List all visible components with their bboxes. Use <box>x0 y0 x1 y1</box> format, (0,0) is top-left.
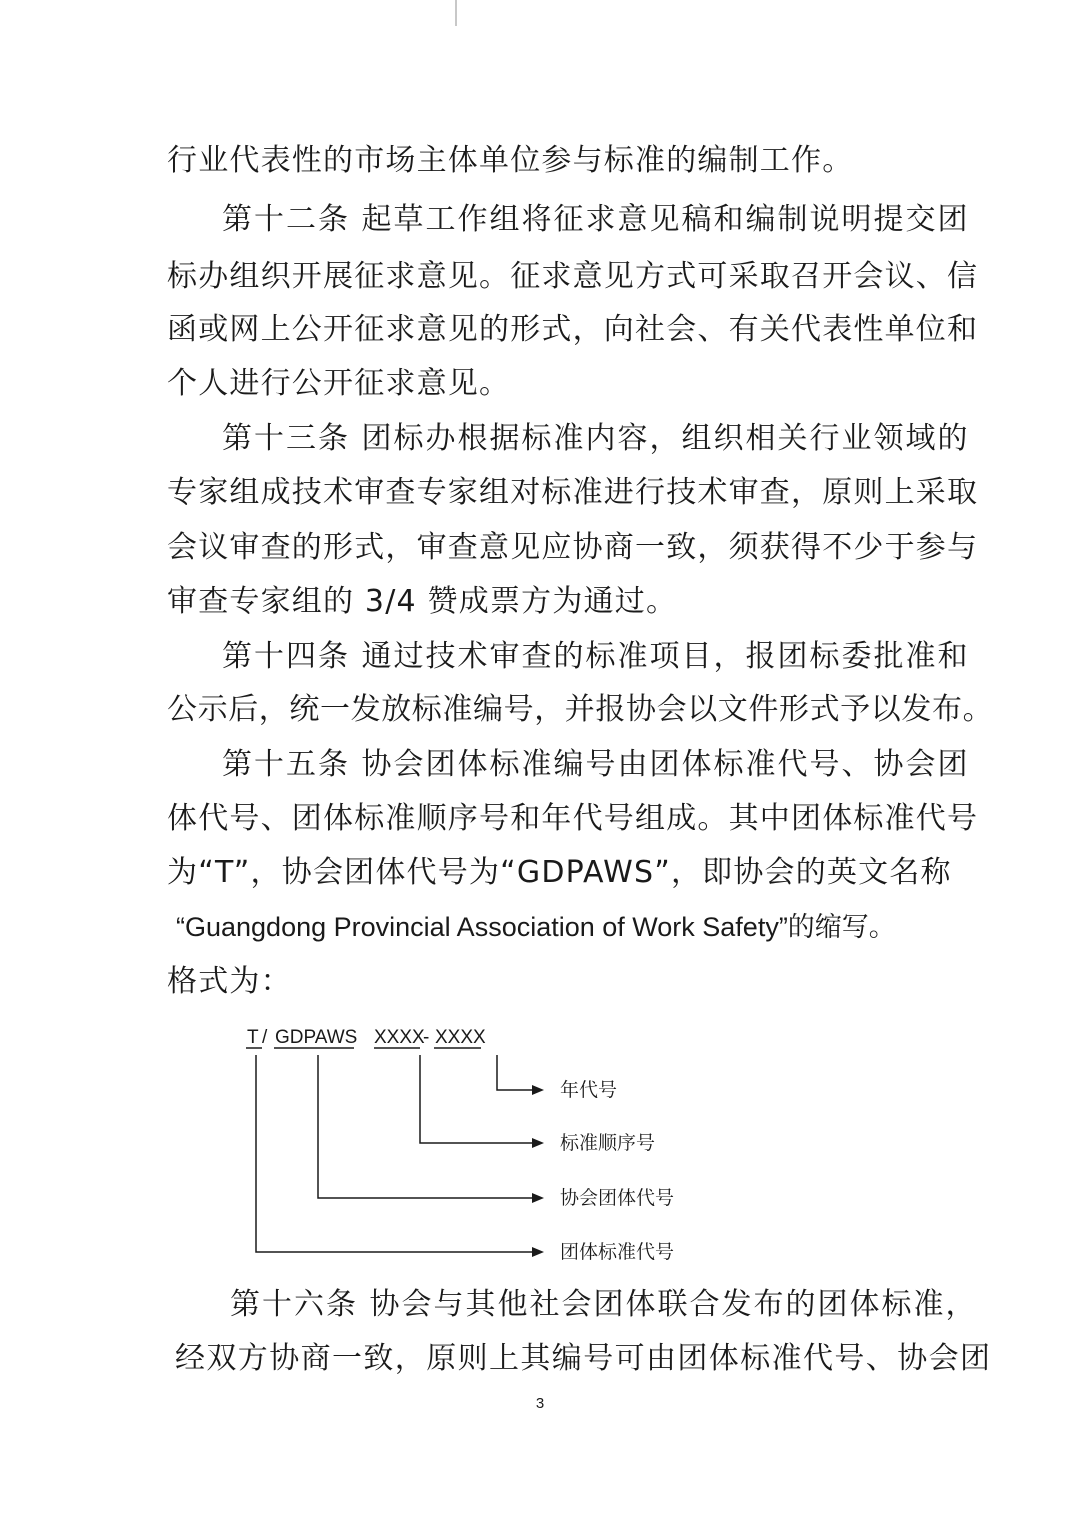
text-line: 格式为： <box>167 964 292 999</box>
code-dash: - <box>423 1027 430 1048</box>
text-line: 标办组织开展征求意见。征求意见方式可采取召开会议、信 <box>167 259 979 294</box>
arrowhead-year <box>532 1085 544 1095</box>
arrowhead-group-standard <box>532 1247 544 1257</box>
label-year: 年代号 <box>560 1079 618 1101</box>
article-12-heading-line: 第十二条 起草工作组将征求意见稿和编制说明提交团 <box>222 202 970 237</box>
text-line: 函或网上公开征求意见的形式，向社会、有关代表性单位和 <box>167 312 979 347</box>
code-slash: / <box>262 1027 268 1048</box>
label-sequence: 标准顺序号 <box>560 1132 656 1154</box>
code-year: XXXX <box>435 1027 486 1048</box>
text-line: 行业代表性的市场主体单位参与标准的编制工作。 <box>167 143 854 178</box>
code-t: T <box>247 1027 259 1048</box>
label-group-standard-code: 团体标准代号 <box>560 1241 675 1263</box>
arrowhead-sequence <box>532 1138 544 1148</box>
text-line: 体代号、团体标准顺序号和年代号组成。其中团体标准代号 <box>167 801 979 836</box>
text-line: 为“T”，协会团体代号为“GDPAWS”，即协会的英文名称 <box>167 855 952 890</box>
arrowhead-association <box>532 1193 544 1203</box>
code-sequence: XXXX <box>374 1027 425 1048</box>
text-line: 经双方协商一致，原则上其编号可由团体标准代号、协会团 <box>175 1341 992 1376</box>
code-gdpaws: GDPAWS <box>275 1027 358 1048</box>
text-line: 个人进行公开征求意见。 <box>167 366 511 401</box>
text-line: 审查专家组的 3/4 赞成票方为通过。 <box>167 584 678 619</box>
page-number: 3 <box>535 1395 545 1412</box>
text-line: 公示后，统一发放标准编号，并报协会以文件形式予以发布。 <box>167 692 994 727</box>
connector-association <box>318 1055 532 1198</box>
label-association-code: 协会团体代号 <box>560 1187 675 1209</box>
article-13-heading-line: 第十三条 团标办根据标准内容，组织相关行业领域的 <box>222 421 970 456</box>
article-15-heading-line: 第十五条 协会团体标准编号由团体标准代号、协会团 <box>222 747 970 782</box>
article-14-heading-line: 第十四条 通过技术审查的标准项目，报团标委批准和 <box>222 639 970 674</box>
connector-sequence <box>420 1055 532 1143</box>
connector-year <box>497 1055 532 1090</box>
connector-group-standard <box>256 1055 532 1252</box>
text-line: 专家组成技术审查专家组对标准进行技术审查，原则上采取 <box>167 475 979 510</box>
article-16-heading-line: 第十六条 协会与其他社会团体联合发布的团体标准， <box>230 1287 978 1322</box>
english-name-line: “Guangdong Provincial Association of Work Safety”的缩写。 <box>176 912 896 942</box>
text-line: 会议审查的形式，审查意见应协商一致，须获得不少于参与 <box>167 530 979 565</box>
